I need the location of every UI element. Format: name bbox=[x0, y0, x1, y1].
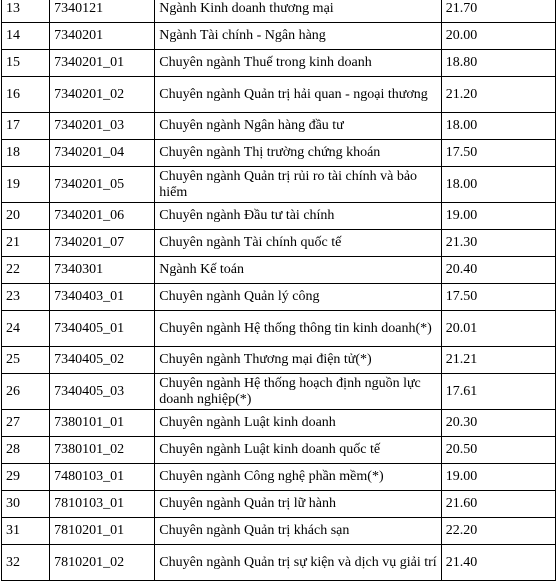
admission-score: 21.60 bbox=[441, 491, 555, 518]
program-name: Chuyên ngành Thương mại điện tử(*) bbox=[155, 347, 442, 374]
program-code: 7340201_07 bbox=[50, 230, 155, 257]
admission-score: 18.00 bbox=[441, 113, 555, 140]
row-number: 29 bbox=[2, 464, 50, 491]
row-number: 21 bbox=[2, 230, 50, 257]
admission-score: 17.61 bbox=[441, 374, 555, 410]
table-row bbox=[2, 491, 556, 518]
program-name: Ngành Kế toán bbox=[155, 257, 442, 284]
row-number: 27 bbox=[2, 410, 50, 437]
program-code: 7340201_04 bbox=[50, 140, 155, 167]
program-code: 7340201_05 bbox=[50, 167, 155, 203]
row-number: 24 bbox=[2, 311, 50, 347]
program-code: 7810201_02 bbox=[50, 545, 155, 581]
program-name: Chuyên ngành Quản trị rủi ro tài chính và bảo hiểm bbox=[155, 167, 442, 203]
table-row bbox=[2, 311, 556, 347]
program-code: 7340405_03 bbox=[50, 374, 155, 410]
row-number: 28 bbox=[2, 437, 50, 464]
program-code: 7810103_01 bbox=[50, 491, 155, 518]
admission-score: 21.70 bbox=[441, 0, 555, 23]
row-number: 18 bbox=[2, 140, 50, 167]
row-number: 16 bbox=[2, 77, 50, 113]
program-name: Chuyên ngành Quản lý công bbox=[155, 284, 442, 311]
program-name: Chuyên ngành Ngân hàng đầu tư bbox=[155, 113, 442, 140]
row-number: 13 bbox=[2, 0, 50, 23]
table-row bbox=[2, 113, 556, 140]
program-name: Chuyên ngành Công nghệ phần mềm(*) bbox=[155, 464, 442, 491]
row-number: 22 bbox=[2, 257, 50, 284]
table-row bbox=[2, 284, 556, 311]
program-code: 7810201_01 bbox=[50, 518, 155, 545]
table-row bbox=[2, 545, 556, 581]
program-name: Chuyên ngành Quản trị khách sạn bbox=[155, 518, 442, 545]
table-row bbox=[2, 23, 556, 50]
admission-score: 20.00 bbox=[441, 23, 555, 50]
admission-score: 19.00 bbox=[441, 464, 555, 491]
row-number: 32 bbox=[2, 545, 50, 581]
table-row bbox=[2, 0, 556, 23]
admission-score: 21.21 bbox=[441, 347, 555, 374]
program-code: 7340405_01 bbox=[50, 311, 155, 347]
program-code: 7340201_01 bbox=[50, 50, 155, 77]
table-row bbox=[2, 140, 556, 167]
program-code: 7340201_02 bbox=[50, 77, 155, 113]
row-number: 26 bbox=[2, 374, 50, 410]
admission-score: 19.00 bbox=[441, 203, 555, 230]
program-name: Chuyên ngành Hệ thống thông tin kinh doanh(*) bbox=[155, 311, 442, 347]
table-row bbox=[2, 437, 556, 464]
table-row bbox=[2, 347, 556, 374]
admission-score: 21.30 bbox=[441, 230, 555, 257]
admission-score: 20.40 bbox=[441, 257, 555, 284]
table-row bbox=[2, 77, 556, 113]
table-row bbox=[2, 374, 556, 410]
program-code: 7340405_02 bbox=[50, 347, 155, 374]
program-name: Chuyên ngành Thị trường chứng khoán bbox=[155, 140, 442, 167]
program-code: 7340201 bbox=[50, 23, 155, 50]
admission-score: 20.50 bbox=[441, 437, 555, 464]
admission-score: 17.50 bbox=[441, 284, 555, 311]
table-row bbox=[2, 230, 556, 257]
program-code: 7340201_06 bbox=[50, 203, 155, 230]
program-code: 7340301 bbox=[50, 257, 155, 284]
program-name: Chuyên ngành Tài chính quốc tế bbox=[155, 230, 442, 257]
row-number: 20 bbox=[2, 203, 50, 230]
program-code: 7480103_01 bbox=[50, 464, 155, 491]
admission-score-table bbox=[1, 0, 556, 581]
table-row bbox=[2, 410, 556, 437]
row-number: 19 bbox=[2, 167, 50, 203]
program-name: Chuyên ngành Quản trị sự kiện và dịch vụ giải trí bbox=[155, 545, 442, 581]
row-number: 31 bbox=[2, 518, 50, 545]
row-number: 23 bbox=[2, 284, 50, 311]
program-name: Chuyên ngành Luật kinh doanh quốc tế bbox=[155, 437, 442, 464]
admission-score: 18.00 bbox=[441, 167, 555, 203]
admission-score: 22.20 bbox=[441, 518, 555, 545]
admission-score: 20.30 bbox=[441, 410, 555, 437]
program-name: Chuyên ngành Quản trị hải quan - ngoại thương bbox=[155, 77, 442, 113]
admission-score: 21.40 bbox=[441, 545, 555, 581]
admission-score: 17.50 bbox=[441, 140, 555, 167]
program-name: Chuyên ngành Đầu tư tài chính bbox=[155, 203, 442, 230]
table-row bbox=[2, 464, 556, 491]
row-number: 14 bbox=[2, 23, 50, 50]
program-code: 7380101_02 bbox=[50, 437, 155, 464]
program-name: Chuyên ngành Luật kinh doanh bbox=[155, 410, 442, 437]
program-name: Chuyên ngành Thuế trong kinh doanh bbox=[155, 50, 442, 77]
admission-score: 21.20 bbox=[441, 77, 555, 113]
row-number: 25 bbox=[2, 347, 50, 374]
program-name: Chuyên ngành Quản trị lữ hành bbox=[155, 491, 442, 518]
program-code: 7340121 bbox=[50, 0, 155, 23]
table-row bbox=[2, 257, 556, 284]
table-row bbox=[2, 518, 556, 545]
table-row bbox=[2, 50, 556, 77]
table-row bbox=[2, 203, 556, 230]
table-row bbox=[2, 167, 556, 203]
program-name: Ngành Tài chính - Ngân hàng bbox=[155, 23, 442, 50]
row-number: 15 bbox=[2, 50, 50, 77]
program-code: 7340201_03 bbox=[50, 113, 155, 140]
program-code: 7380101_01 bbox=[50, 410, 155, 437]
program-name: Ngành Kinh doanh thương mại bbox=[155, 0, 442, 23]
row-number: 17 bbox=[2, 113, 50, 140]
admission-score: 20.01 bbox=[441, 311, 555, 347]
admission-score: 18.80 bbox=[441, 50, 555, 77]
row-number: 30 bbox=[2, 491, 50, 518]
program-name: Chuyên ngành Hệ thống hoạch định nguồn lực doanh nghiệp(*) bbox=[155, 374, 442, 410]
program-code: 7340403_01 bbox=[50, 284, 155, 311]
